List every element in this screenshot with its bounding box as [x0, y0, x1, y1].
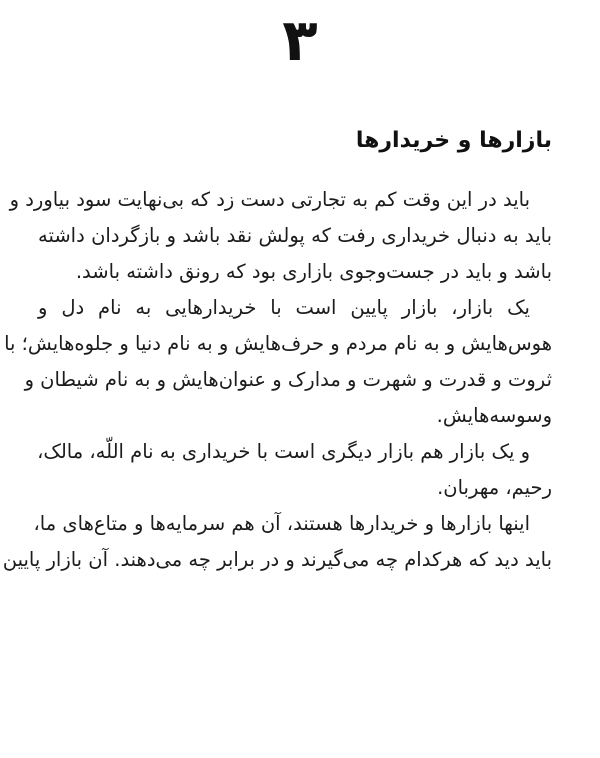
text-line: اینها بازارها و خریدارها هستند، آن هم سرمایه‌ها و متاع‌های ما، [33, 512, 530, 535]
paragraph-1 [9, 182, 552, 290]
text-line: باید در این وقت کم به تجارتی دست زد که بی‌نهایت سود بیاورد و [9, 188, 530, 211]
text-line: ثروت و قدرت و شهرت و مدارک و عنوان‌هایش و به نام شیطان و [24, 368, 552, 391]
text-line: باید دید که هرکدام چه می‌گیرند و در برابر چه می‌دهند. آن بازار پایین [2, 548, 552, 571]
paragraph-4 [2, 506, 552, 578]
text-line: وسوسه‌هایش. [436, 404, 552, 427]
paragraph-3 [38, 434, 552, 506]
text-line: و یک بازار هم بازار دیگری است با خریداری به نام اللّه، مالک، [37, 440, 530, 463]
text-line: باشد و باید در جست‌وجوی بازاری بود که رونق داشته باشد. [75, 260, 552, 283]
body-text [2, 182, 552, 578]
text-line: باید به دنبال خریداری رفت که پولش نقد باشد و بازگردان داشته [38, 224, 552, 247]
page-number: ۳ [282, 6, 318, 74]
text-line: یک بازار، بازار پایین است با خریدارهایی به نام دل و [38, 296, 530, 319]
paragraph-2 [4, 290, 552, 434]
text-line: هوس‌هایش و به نام مردم و حرف‌هایش و به نام دنیا و جلوه‌هایش؛ با [4, 332, 552, 355]
text-line: رحیم، مهربان. [437, 476, 552, 499]
section-title: بازارها و خریدارها [355, 128, 552, 153]
